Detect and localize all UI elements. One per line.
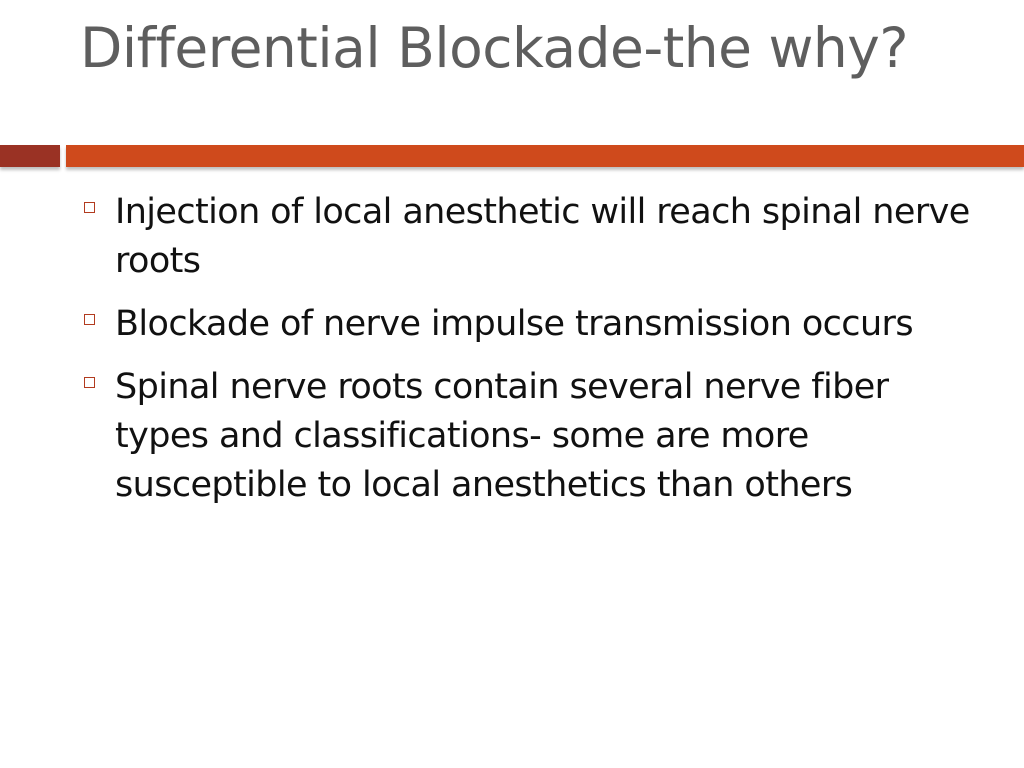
slide-title: Differential Blockade-the why? — [80, 16, 909, 80]
bullet-text: Injection of local anesthetic will reach spinal nerve roots — [115, 192, 970, 281]
title-accent-bar-left — [0, 145, 60, 167]
bullet-item — [80, 363, 980, 510]
square-bullet-icon — [84, 314, 95, 325]
square-bullet-icon — [84, 377, 95, 388]
bullet-item — [80, 188, 980, 286]
title-accent-bar — [66, 145, 1024, 167]
bullet-item — [80, 300, 980, 349]
bullet-text: Spinal nerve roots contain several nerve fiber types and classifications- some are more susceptible to local anesthetics than others — [115, 367, 889, 505]
bullet-text: Blockade of nerve impulse transmission occurs — [115, 304, 913, 344]
bullet-list — [80, 188, 980, 524]
square-bullet-icon — [84, 202, 95, 213]
